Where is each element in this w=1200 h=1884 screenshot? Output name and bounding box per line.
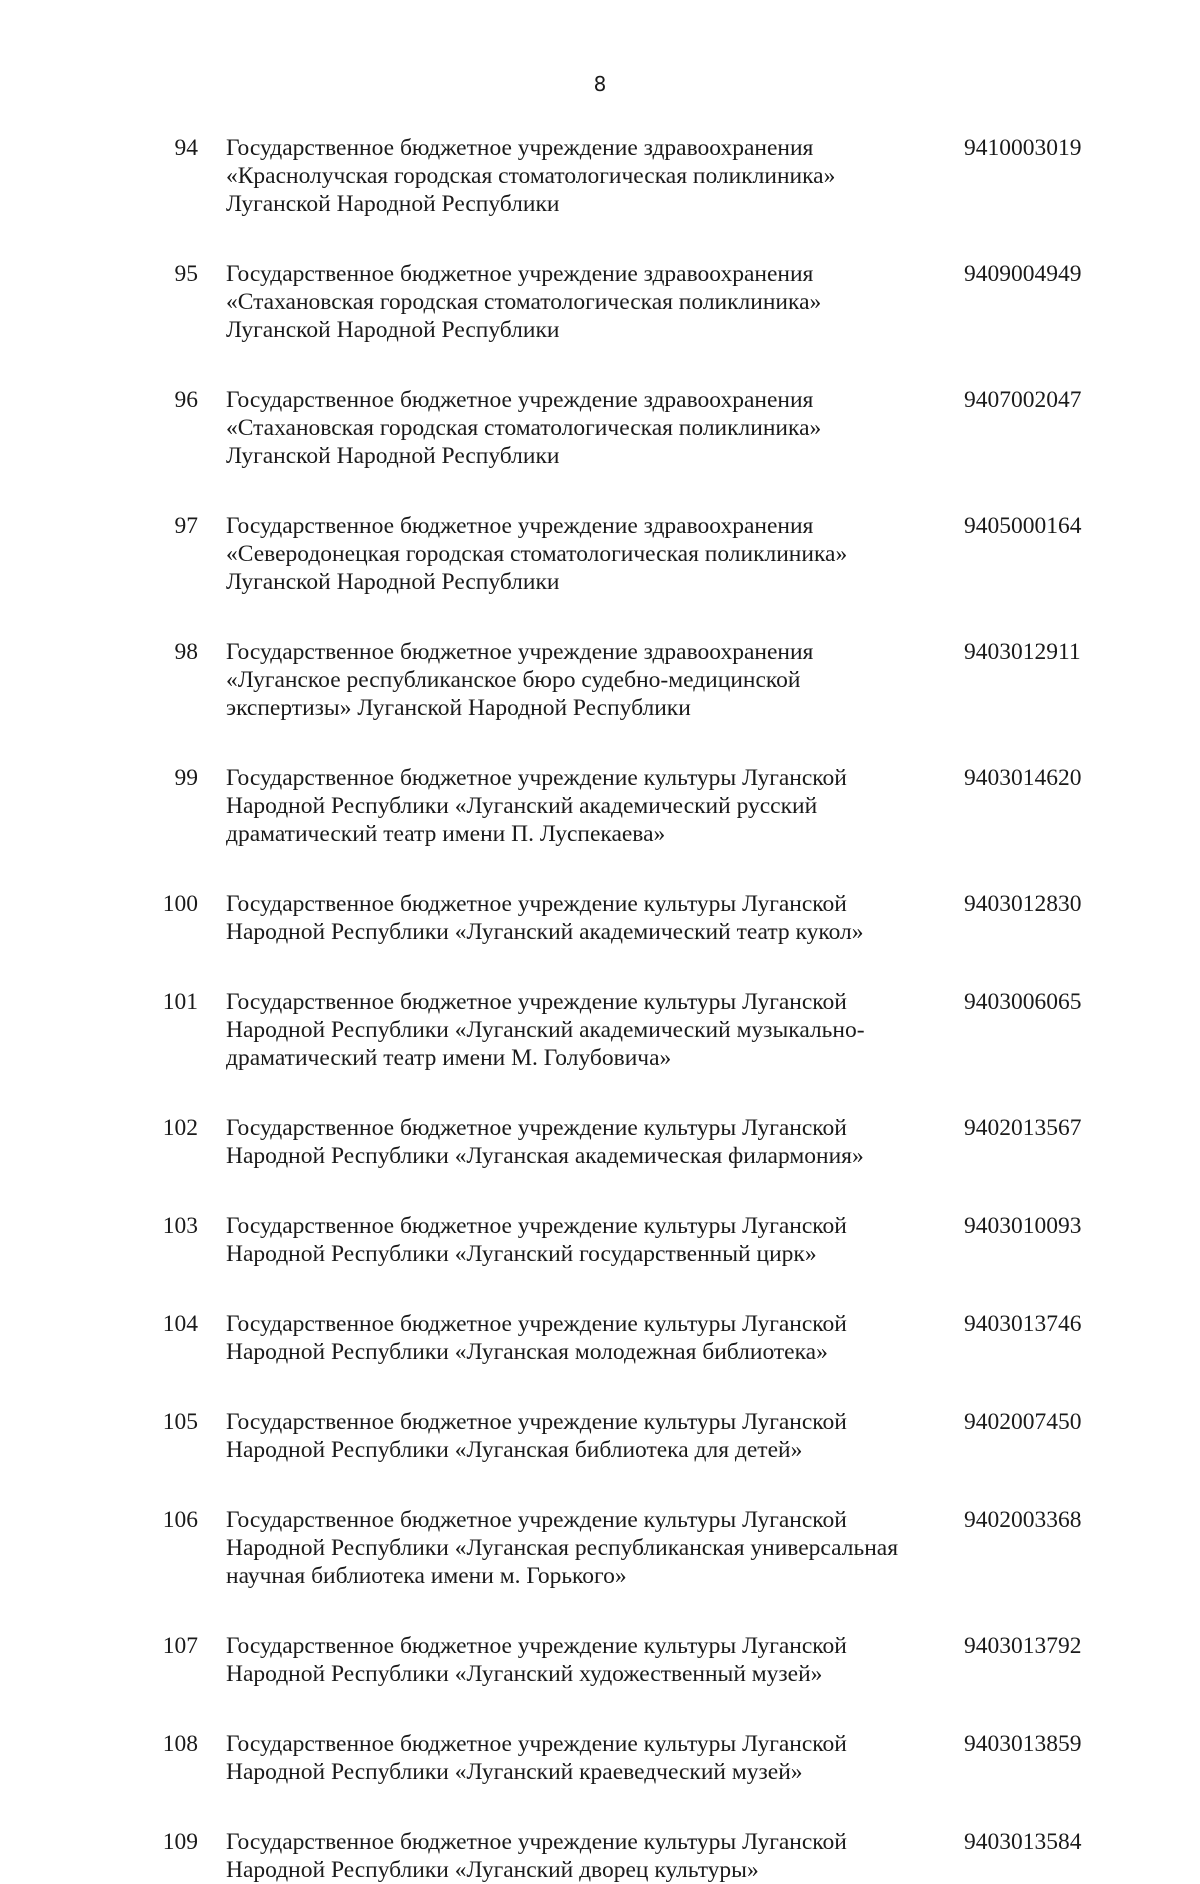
- institution-list: [0, 134, 1200, 1884]
- tax-id-code: 9403013792: [964, 1633, 1082, 1659]
- institution-name-line: «Краснолучская городская стоматологическая поликлиника»: [226, 163, 836, 189]
- tax-id-code: 9409004949: [964, 261, 1082, 287]
- institution-name-line: Государственное бюджетное учреждение здравоохранения: [226, 513, 814, 539]
- institution-name-line: Государственное бюджетное учреждение культуры Луганской: [226, 1115, 847, 1141]
- institution-name-line: драматический театр имени М. Голубовича»: [226, 1045, 672, 1071]
- institution-name-line: Народной Республики «Луганская академическая филармония»: [226, 1143, 864, 1169]
- institution-name-line: Государственное бюджетное учреждение культуры Луганской: [226, 1829, 847, 1855]
- table-row: [0, 890, 1200, 946]
- tax-id-code: 9403013584: [964, 1829, 1082, 1855]
- institution-name-line: «Северодонецкая городская стоматологическая поликлиника»: [226, 541, 848, 567]
- row-number: 97: [174, 513, 198, 539]
- table-row: [0, 1310, 1200, 1366]
- institution-name-line: драматический театр имени П. Луспекаева»: [226, 821, 666, 847]
- institution-name-line: Народной Республики «Луганский краеведческий музей»: [226, 1759, 803, 1785]
- institution-name-line: Народной Республики «Луганский академический театр кукол»: [226, 919, 864, 945]
- row-number: 95: [174, 261, 198, 287]
- table-row: [0, 1212, 1200, 1268]
- row-number: 107: [162, 1633, 198, 1659]
- row-number: 100: [162, 891, 198, 917]
- institution-name: [226, 1114, 946, 1170]
- institution-name-line: Государственное бюджетное учреждение культуры Луганской: [226, 765, 847, 791]
- institution-name-line: научная библиотека имени м. Горького»: [226, 1563, 627, 1589]
- institution-name: [226, 512, 946, 596]
- tax-id-code: 9402003368: [964, 1507, 1082, 1533]
- institution-name-line: экспертизы» Луганской Народной Республики: [226, 695, 691, 721]
- tax-id-code: 9403010093: [964, 1213, 1082, 1239]
- institution-name: [226, 386, 946, 470]
- institution-name-line: Государственное бюджетное учреждение здравоохранения: [226, 387, 814, 413]
- institution-name-line: Луганской Народной Республики: [226, 191, 560, 217]
- institution-name-line: «Стахановская городская стоматологическая поликлиника»: [226, 415, 822, 441]
- row-number: 98: [174, 639, 198, 665]
- tax-id-code: 9403013859: [964, 1731, 1082, 1757]
- institution-name: [226, 1632, 946, 1688]
- row-number: 96: [174, 387, 198, 413]
- institution-name: [226, 1408, 946, 1464]
- row-number: 103: [162, 1213, 198, 1239]
- institution-name-line: Народной Республики «Луганский государственный цирк»: [226, 1241, 817, 1267]
- tax-id-code: 9403012911: [964, 639, 1081, 665]
- tax-id-code: 9403014620: [964, 765, 1082, 791]
- institution-name-line: Государственное бюджетное учреждение культуры Луганской: [226, 989, 847, 1015]
- row-number: 101: [162, 989, 198, 1015]
- institution-name-line: Государственное бюджетное учреждение культуры Луганской: [226, 1409, 847, 1435]
- institution-name: [226, 764, 946, 848]
- institution-name-line: Государственное бюджетное учреждение здравоохранения: [226, 261, 814, 287]
- institution-name: [226, 890, 946, 946]
- institution-name: [226, 1730, 946, 1786]
- institution-name: [226, 988, 946, 1072]
- institution-name-line: Луганской Народной Республики: [226, 317, 560, 343]
- institution-name-line: Народной Республики «Луганская молодежная библиотека»: [226, 1339, 828, 1365]
- institution-name: [226, 134, 946, 218]
- institution-name: [226, 1212, 946, 1268]
- table-row: [0, 134, 1200, 218]
- tax-id-code: 9402007450: [964, 1409, 1082, 1435]
- institution-name-line: Народной Республики «Луганский дворец культуры»: [226, 1857, 759, 1883]
- row-number: 99: [174, 765, 198, 791]
- table-row: [0, 260, 1200, 344]
- institution-name-line: Государственное бюджетное учреждение здравоохранения: [226, 135, 814, 161]
- institution-name: [226, 1506, 946, 1590]
- institution-name-line: Государственное бюджетное учреждение культуры Луганской: [226, 1633, 847, 1659]
- tax-id-code: 9403012830: [964, 891, 1082, 917]
- table-row: [0, 1114, 1200, 1170]
- tax-id-code: 9410003019: [964, 135, 1082, 161]
- institution-name-line: «Луганское республиканское бюро судебно-медицинской: [226, 667, 801, 693]
- tax-id-code: 9405000164: [964, 513, 1082, 539]
- tax-id-code: 9402013567: [964, 1115, 1082, 1141]
- table-row: [0, 1632, 1200, 1688]
- row-number: 105: [162, 1409, 198, 1435]
- institution-name: [226, 260, 946, 344]
- table-row: [0, 512, 1200, 596]
- row-number: 108: [162, 1731, 198, 1757]
- row-number: 104: [162, 1311, 198, 1337]
- institution-name-line: Государственное бюджетное учреждение культуры Луганской: [226, 1311, 847, 1337]
- institution-name-line: «Стахановская городская стоматологическая поликлиника»: [226, 289, 822, 315]
- table-row: [0, 638, 1200, 722]
- institution-name-line: Государственное бюджетное учреждение культуры Луганской: [226, 1507, 847, 1533]
- table-row: [0, 386, 1200, 470]
- tax-id-code: 9403006065: [964, 989, 1082, 1015]
- page-number: 8: [593, 72, 607, 96]
- tax-id-code: 9407002047: [964, 387, 1082, 413]
- table-row: [0, 988, 1200, 1072]
- institution-name-line: Государственное бюджетное учреждение культуры Луганской: [226, 1213, 847, 1239]
- tax-id-code: 9403013746: [964, 1311, 1082, 1337]
- institution-name-line: Луганской Народной Республики: [226, 443, 560, 469]
- row-number: 106: [162, 1507, 198, 1533]
- table-row: [0, 1730, 1200, 1786]
- table-row: [0, 1408, 1200, 1464]
- institution-name-line: Народной Республики «Луганский художественный музей»: [226, 1661, 823, 1687]
- institution-name: [226, 638, 946, 722]
- institution-name: [226, 1828, 946, 1884]
- institution-name-line: Народной Республики «Луганская библиотека для детей»: [226, 1437, 803, 1463]
- institution-name-line: Государственное бюджетное учреждение здравоохранения: [226, 639, 814, 665]
- institution-name-line: Луганской Народной Республики: [226, 569, 560, 595]
- institution-name-line: Народной Республики «Луганский академический русский: [226, 793, 818, 819]
- institution-name: [226, 1310, 946, 1366]
- institution-name-line: Государственное бюджетное учреждение культуры Луганской: [226, 1731, 847, 1757]
- row-number: 109: [162, 1829, 198, 1855]
- institution-name-line: Народной Республики «Луганская республиканская универсальная: [226, 1535, 899, 1561]
- institution-name-line: Народной Республики «Луганский академический музыкально-: [226, 1017, 865, 1043]
- table-row: [0, 1506, 1200, 1590]
- row-number: 102: [162, 1115, 198, 1141]
- row-number: 94: [174, 135, 198, 161]
- table-row: [0, 764, 1200, 848]
- institution-name-line: Государственное бюджетное учреждение культуры Луганской: [226, 891, 847, 917]
- table-row: [0, 1828, 1200, 1884]
